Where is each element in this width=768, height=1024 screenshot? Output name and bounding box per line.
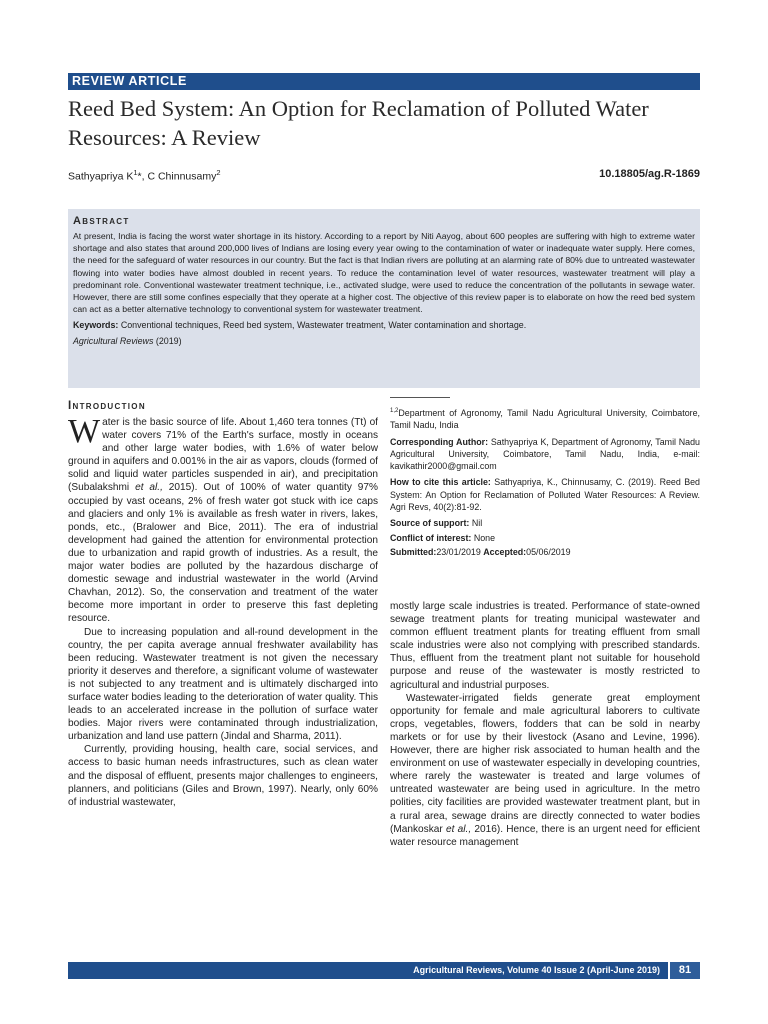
page-number: 81 (668, 962, 700, 979)
intro-p1-text-b: 2015). Out of 100% of water quantity 97% occupied by vast oceans, 2% of fresh water got stuck with ice caps and glaciers and only 1% is available as fresh water in rivers, lakes, ponds, etc., (Bralower and Bice, 2011). The era of industrial development had gained the attention for environmental protection due to urbanization and rapid growth of industries. As a result, the major water bodies are polluted by the hazardous discharge of domestic sewage and industrial wastewater in the world (Arvind Chavhan, 2012). So, the conservation and treatment of the water become more important in order to preserve this fast depleting resource. (68, 482, 379, 625)
keywords (73, 319, 695, 332)
conflict-label: Conflict of interest: (390, 532, 472, 543)
left-column (68, 413, 379, 809)
author-list (68, 168, 221, 183)
submitted-date: 23/01/2019 (436, 546, 484, 557)
author-2: C Chinnusamy (147, 170, 217, 183)
cite-text: Sathyapriya, K., Chinnusamy, C. (2019). Reed Bed System: An Option for Reclamation of Polluted Water Resources: A Review. Agri Revs, 40(2):81-92. (390, 477, 700, 513)
affiliation (390, 405, 700, 432)
footnote-rule (390, 397, 450, 398)
support-label: Source of support: (390, 518, 470, 529)
affiliation-text: Department of Agronomy, Tamil Nadu Agricultural University, Coimbatore, Tamil Nadu, India (390, 407, 700, 431)
introduction-heading: Introduction (68, 400, 146, 412)
journal-citation (73, 335, 695, 348)
conflict-text: None (471, 532, 496, 543)
corresponding-label: Corresponding Author: (390, 436, 489, 447)
right-p2-etal: et al., (445, 823, 472, 835)
right-p2-text-a: Wastewater-irrigated fields generate great employment opportunity for female and male agricultural laborers to cultivate crops, vegetables, flowers, fodders that can be sold in nearby markets or for use by their livestock (Asano and Levine, 1996). However, there are higher risk associated to human health and the environment on use of wastewater especially in developing countries, where rarely the wastewater is treated and large volumes of untreated wastewater are being used in agriculture. In the metro polities, city facilities are provided wastewater treatment plant, but in a rural area, sewage drains are directly connected to water bodies (Mankoskar (390, 692, 700, 835)
submission-dates (390, 546, 700, 558)
keywords-text: Conventional techniques, Reed bed system, Wastewater treatment, Water contamination and shortage. (118, 320, 527, 331)
title-line-2: Resources: A Review (68, 125, 261, 150)
drop-cap: W (68, 413, 101, 450)
right-paragraph-1: mostly large scale industries is treated. Performance of state-owned sewage treatment plants for treating municipal wastewater and common effluent treatment plants for treating effluent from small scale industries were also not complying with prescribed standards. Thus, effluent from the treatment plant not suitable for household purpose and reuse of the wastewater is mostly restricted to agricultural and industrial purposes. (390, 601, 700, 691)
accepted-label: Accepted: (483, 546, 527, 557)
intro-p1-etal: et al., (135, 482, 163, 494)
how-to-cite (390, 476, 700, 513)
affiliation-sup: 1,2 (390, 408, 399, 414)
author-1: Sathyapriya K (68, 170, 134, 183)
conflict-of-interest (390, 532, 700, 544)
article-type-label: REVIEW ARTICLE (72, 74, 187, 88)
corresponding-author (390, 436, 700, 473)
intro-paragraph-3: Currently, providing housing, health care, social services, and access to basic human needs infrastructures, such as clean water and the disposal of effluent, presents major challenges to engineers, planners, and politicians (Giles and Brown, 1997). Nearly, only 60% of industrial wastewater, (68, 744, 378, 808)
intro-p1-text-a: ater is the basic source of life. About 1,460 tera tonnes (Tt) of water covers 71% of the Earth's surface, mostly in oceans and other large water bodies, with 1.6% of water below ground in aquifers and 0.001% in the air as vapors, clouds (formed of solid and liquid water particles suspended in air), and precipitation (Subalakshmi (68, 417, 378, 494)
journal-name: Agricultural Reviews (73, 335, 154, 346)
intro-paragraph-1 (68, 413, 379, 626)
right-column (390, 600, 700, 849)
article-info-box (390, 397, 700, 558)
title-line-1: Reed Bed System: An Option for Reclamation of Polluted Water (68, 96, 649, 121)
intro-paragraph-2: Due to increasing population and all-round development in the country, the per capita average annual freshwater availability has been reducing. Wastewater treatment is not given the necessary priority it deserves and therefore, a significant volume of wastewater is not subjected to any treatment and is ultimately discharged into surface water bodies leading to the deterioration of water quality. This leads to an accelerated increase in the pollution of surface water bodies. Major rivers were contaminated through industrialization, urbanization and land use pattern (Jindal and Sharma, 2011). (68, 626, 378, 743)
author-1-affiliation: 1 (133, 168, 138, 177)
author-2-affiliation: 2 (216, 168, 221, 177)
abstract-body: At present, India is facing the worst water shortage in its history. According to a report by Niti Aayog, about 600 peoples are suffering with high to extreme water shortage and also states that around 200,000 lives of Indians are losing every year owing to the contamination of water or inadequate water supply. Here comes, the need for the safeguard of water resources in our country. But the fact is that Indian rivers are polluting at an alarming rate of 80% due to untreated wastewater flowing into water bodies have almost doubled in recent years. To reduce the contamination level of water resources, wastewater treatment will play a predominant role. Conventional wastewater treatment technique, i.e., activated sludge, were used to reduce the concentration of the pollutants in sewage water. However, there are still some confines especially that they operate at a higher cost. The objective of this review paper is to elaborate on how the reed bed system can act as a better alternative technology to conventional system for wastewater treatment. (73, 231, 695, 315)
source-of-support (390, 517, 700, 529)
abstract-heading: Abstract (73, 215, 130, 227)
right-p2-text-b: 2016). Hence, there is an urgent need for efficient water resource management (390, 823, 700, 848)
keywords-label: Keywords: (73, 320, 119, 331)
submitted-label: Submitted: (390, 546, 437, 557)
abstract-box (68, 209, 700, 388)
accepted-date: 05/06/2019 (526, 546, 571, 557)
page-footer (68, 962, 700, 979)
cite-label: How to cite this article: (390, 477, 491, 488)
corresponding-mark: *, (137, 170, 148, 183)
support-text: Nil (469, 518, 483, 529)
right-paragraph-2 (390, 692, 700, 849)
article-title (68, 94, 708, 152)
journal-year: (2019) (153, 335, 182, 346)
footer-journal: Agricultural Reviews, Volume 40 Issue 2 (April-June 2019) (413, 965, 660, 975)
doi[interactable]: 10.18805/ag.R-1869 (599, 168, 700, 180)
article-type-banner (68, 73, 700, 90)
corresponding-text: Sathyapriya K, Department of Agronomy, Tamil Nadu Agricultural University, Coimbatore, Tamil Nadu, India, e-mail: kavikathir2000@gmail.com (390, 436, 700, 472)
